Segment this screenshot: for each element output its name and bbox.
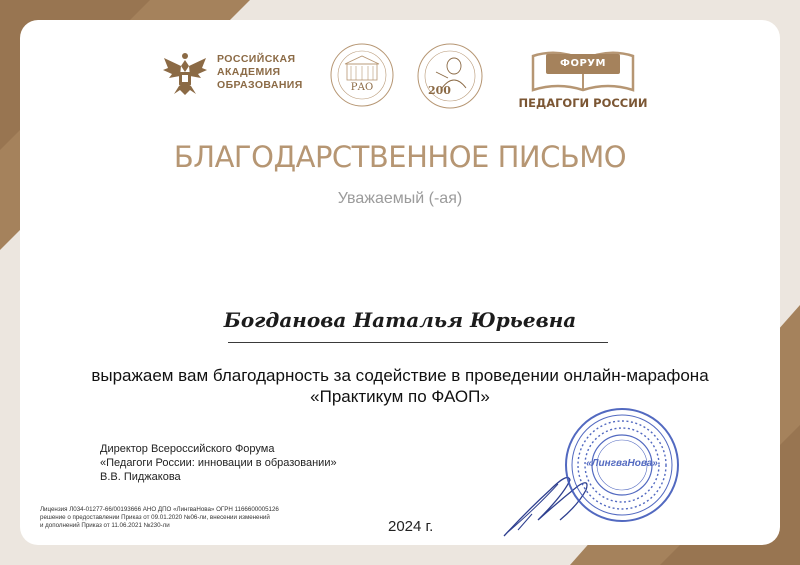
license-line-2: решение о предоставлении Приказ от 09.01.2020 №06-ли, внесении изменений bbox=[40, 514, 270, 521]
recipient-name: Богданова Наталья Юрьевна bbox=[223, 308, 577, 332]
greeting: Уважаемый (-ая) bbox=[337, 190, 463, 207]
forum-logo-top-text: ФОРУМ bbox=[560, 58, 606, 69]
name-underline bbox=[228, 342, 608, 343]
rao-name bbox=[217, 53, 303, 92]
forum-logo bbox=[518, 46, 648, 112]
rao-line-1: РОССИЙСКАЯ bbox=[217, 53, 296, 65]
director-title: Директор Всероссийского Форума bbox=[100, 443, 275, 455]
stamp-seal bbox=[562, 405, 682, 525]
thanks-message-line-1: выражаем вам благодарность за содействие в проведении онлайн-марафона bbox=[91, 366, 709, 385]
thanks-message bbox=[20, 365, 780, 407]
license-line-3: и дополнений Приказ от 11.06.2021 №230-ли bbox=[40, 522, 170, 529]
director-name: В.В. Пиджакова bbox=[100, 471, 181, 483]
anniversary-logo bbox=[412, 42, 488, 112]
rao-seal-text: РАО bbox=[350, 82, 374, 93]
signature-block bbox=[100, 442, 337, 484]
stamp-center-text: «ЛингваНова» bbox=[586, 458, 658, 469]
rao-line-3: ОБРАЗОВАНИЯ bbox=[217, 79, 303, 91]
rao-line-2: АКАДЕМИЯ bbox=[217, 66, 281, 78]
certificate-card bbox=[20, 20, 780, 545]
rao-seal-logo bbox=[329, 42, 395, 108]
thanks-message-line-2: «Практикум по ФАОП» bbox=[310, 387, 490, 406]
year: 2024 г. bbox=[388, 518, 434, 535]
forum-name: «Педагоги России: инновации в образовании» bbox=[100, 457, 337, 469]
rao-emblem-icon bbox=[160, 52, 210, 96]
license-line-1: Лицензия Л034-01277-66/00193666 АНО ДПО «ЛингваНова» ОГРН 1166600005126 bbox=[40, 506, 279, 513]
license-info bbox=[40, 506, 279, 530]
certificate-title: БЛАГОДАРСТВЕННОЕ ПИСЬМО bbox=[173, 140, 627, 174]
anniversary-number: 200 bbox=[428, 84, 451, 97]
forum-logo-bottom-text: ПЕДАГОГИ РОССИИ bbox=[518, 96, 648, 110]
